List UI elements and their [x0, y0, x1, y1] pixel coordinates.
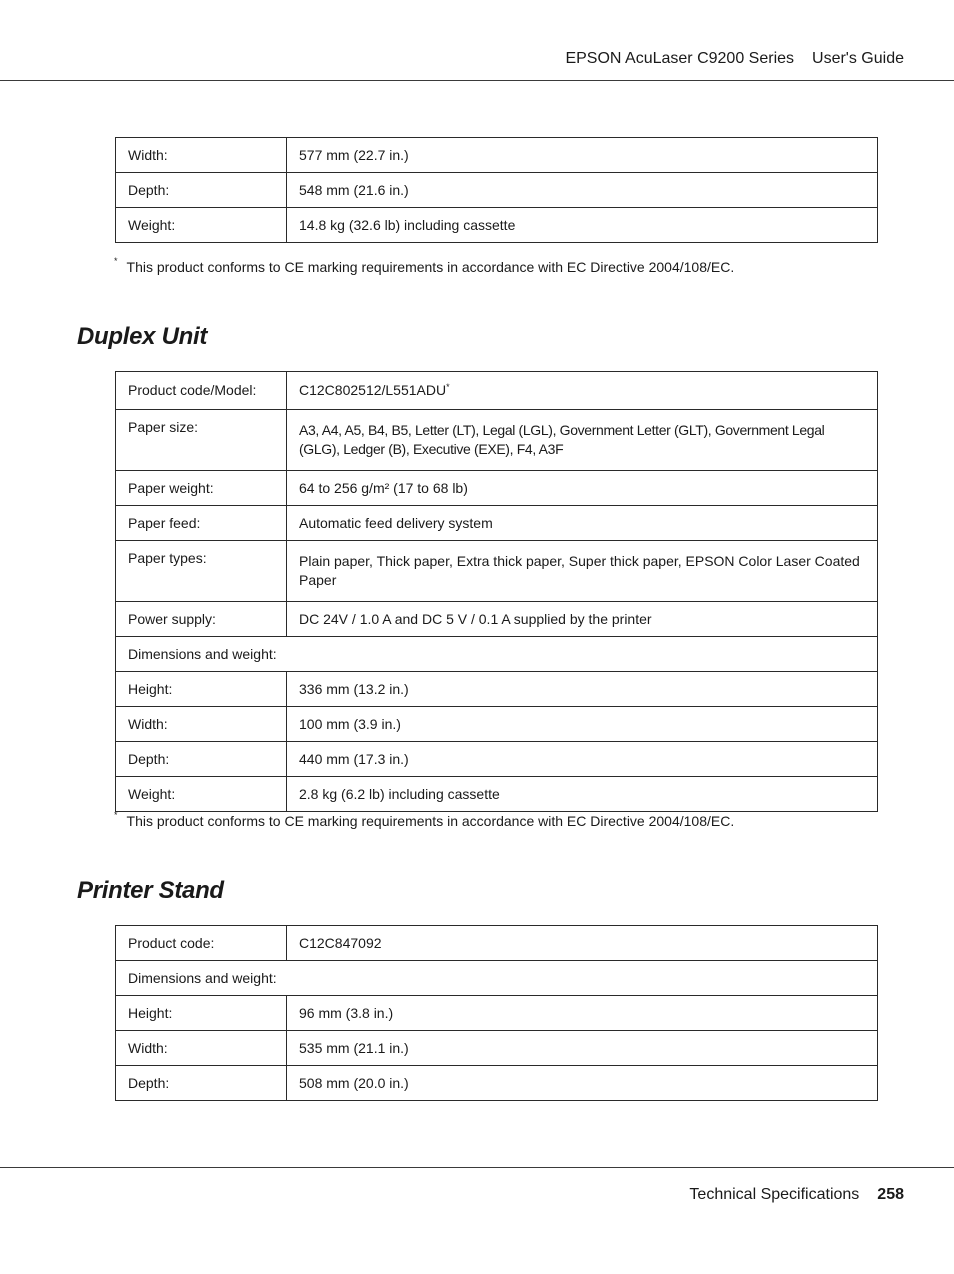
table-row	[116, 471, 878, 506]
row-label: Depth:	[116, 173, 287, 208]
table-row	[116, 742, 878, 777]
stand-spec-table	[115, 925, 878, 1101]
row-label: Paper weight:	[116, 471, 287, 506]
row-label: Product code:	[116, 926, 287, 961]
header-rule	[0, 80, 954, 81]
row-label: Paper types:	[116, 541, 287, 602]
footnote-marker: *	[114, 256, 118, 266]
running-header	[565, 50, 904, 68]
footnote-marker: *	[114, 810, 118, 820]
footnote-ce-1	[114, 256, 735, 275]
row-value: 96 mm (3.8 in.)	[287, 996, 878, 1031]
running-footer	[689, 1186, 904, 1204]
table-row	[116, 602, 878, 637]
row-value: 508 mm (20.0 in.)	[287, 1066, 878, 1101]
row-value: 100 mm (3.9 in.)	[287, 707, 878, 742]
table-row	[116, 672, 878, 707]
footer-rule	[0, 1167, 954, 1168]
table-row	[116, 707, 878, 742]
table-row	[116, 996, 878, 1031]
footnote-text: This product conforms to CE marking requirements in accordance with EC Directive 2004/108/EC.	[126, 259, 735, 275]
footer-section: Technical Specifications	[689, 1186, 860, 1203]
table-row	[116, 777, 878, 812]
row-label: Width:	[116, 1031, 287, 1066]
row-label: Weight:	[116, 777, 287, 812]
row-value	[287, 372, 878, 410]
row-value: 548 mm (21.6 in.)	[287, 173, 878, 208]
row-value: 577 mm (22.7 in.)	[287, 138, 878, 173]
row-value: 64 to 256 g/m² (17 to 68 lb)	[287, 471, 878, 506]
row-value: Automatic feed delivery system	[287, 506, 878, 541]
table-row	[116, 961, 878, 996]
dimensions-header: Dimensions and weight:	[116, 961, 878, 996]
row-value: 2.8 kg (6.2 lb) including cassette	[287, 777, 878, 812]
duplex-spec-table	[115, 371, 878, 812]
row-value: A3, A4, A5, B4, B5, Letter (LT), Legal (LGL), Government Letter (GLT), Government Legal (GLG), Ledger (B), Executive (EXE), F4, A3F	[287, 410, 878, 471]
row-value: DC 24V / 1.0 A and DC 5 V / 0.1 A supplied by the printer	[287, 602, 878, 637]
row-label: Weight:	[116, 208, 287, 243]
table-row	[116, 541, 878, 602]
row-value: C12C847092	[287, 926, 878, 961]
page-number: 258	[877, 1186, 904, 1203]
table-row	[116, 138, 878, 173]
row-value: Plain paper, Thick paper, Extra thick paper, Super thick paper, EPSON Color Laser Coated Paper	[287, 541, 878, 602]
product-code-value: C12C802512/L551ADU	[299, 382, 447, 398]
row-label: Height:	[116, 672, 287, 707]
table-row	[116, 506, 878, 541]
row-value: 535 mm (21.1 in.)	[287, 1031, 878, 1066]
footnote-ref: *	[446, 382, 450, 392]
table-row	[116, 173, 878, 208]
row-label: Paper size:	[116, 410, 287, 471]
table-row	[116, 208, 878, 243]
section-title-duplex: Duplex Unit	[77, 323, 208, 350]
row-label: Depth:	[116, 1066, 287, 1101]
table-row	[116, 1031, 878, 1066]
row-label: Height:	[116, 996, 287, 1031]
row-label: Width:	[116, 138, 287, 173]
footnote-text: This product conforms to CE marking requirements in accordance with EC Directive 2004/108/EC.	[126, 813, 735, 829]
row-label: Power supply:	[116, 602, 287, 637]
row-value: 14.8 kg (32.6 lb) including cassette	[287, 208, 878, 243]
header-guide: User's Guide	[812, 50, 904, 67]
row-label: Depth:	[116, 742, 287, 777]
row-value: 336 mm (13.2 in.)	[287, 672, 878, 707]
dimensions-header: Dimensions and weight:	[116, 637, 878, 672]
table-row	[116, 1066, 878, 1101]
row-label: Product code/Model:	[116, 372, 287, 410]
row-value: 440 mm (17.3 in.)	[287, 742, 878, 777]
row-label: Width:	[116, 707, 287, 742]
table-row	[116, 410, 878, 471]
table-row	[116, 926, 878, 961]
spec-table-continued	[115, 137, 878, 243]
table-row	[116, 372, 878, 410]
header-product: EPSON AcuLaser C9200 Series	[565, 50, 795, 67]
section-title-printer-stand: Printer Stand	[77, 877, 224, 904]
row-label: Paper feed:	[116, 506, 287, 541]
table-row	[116, 637, 878, 672]
footnote-ce-2	[114, 810, 735, 829]
